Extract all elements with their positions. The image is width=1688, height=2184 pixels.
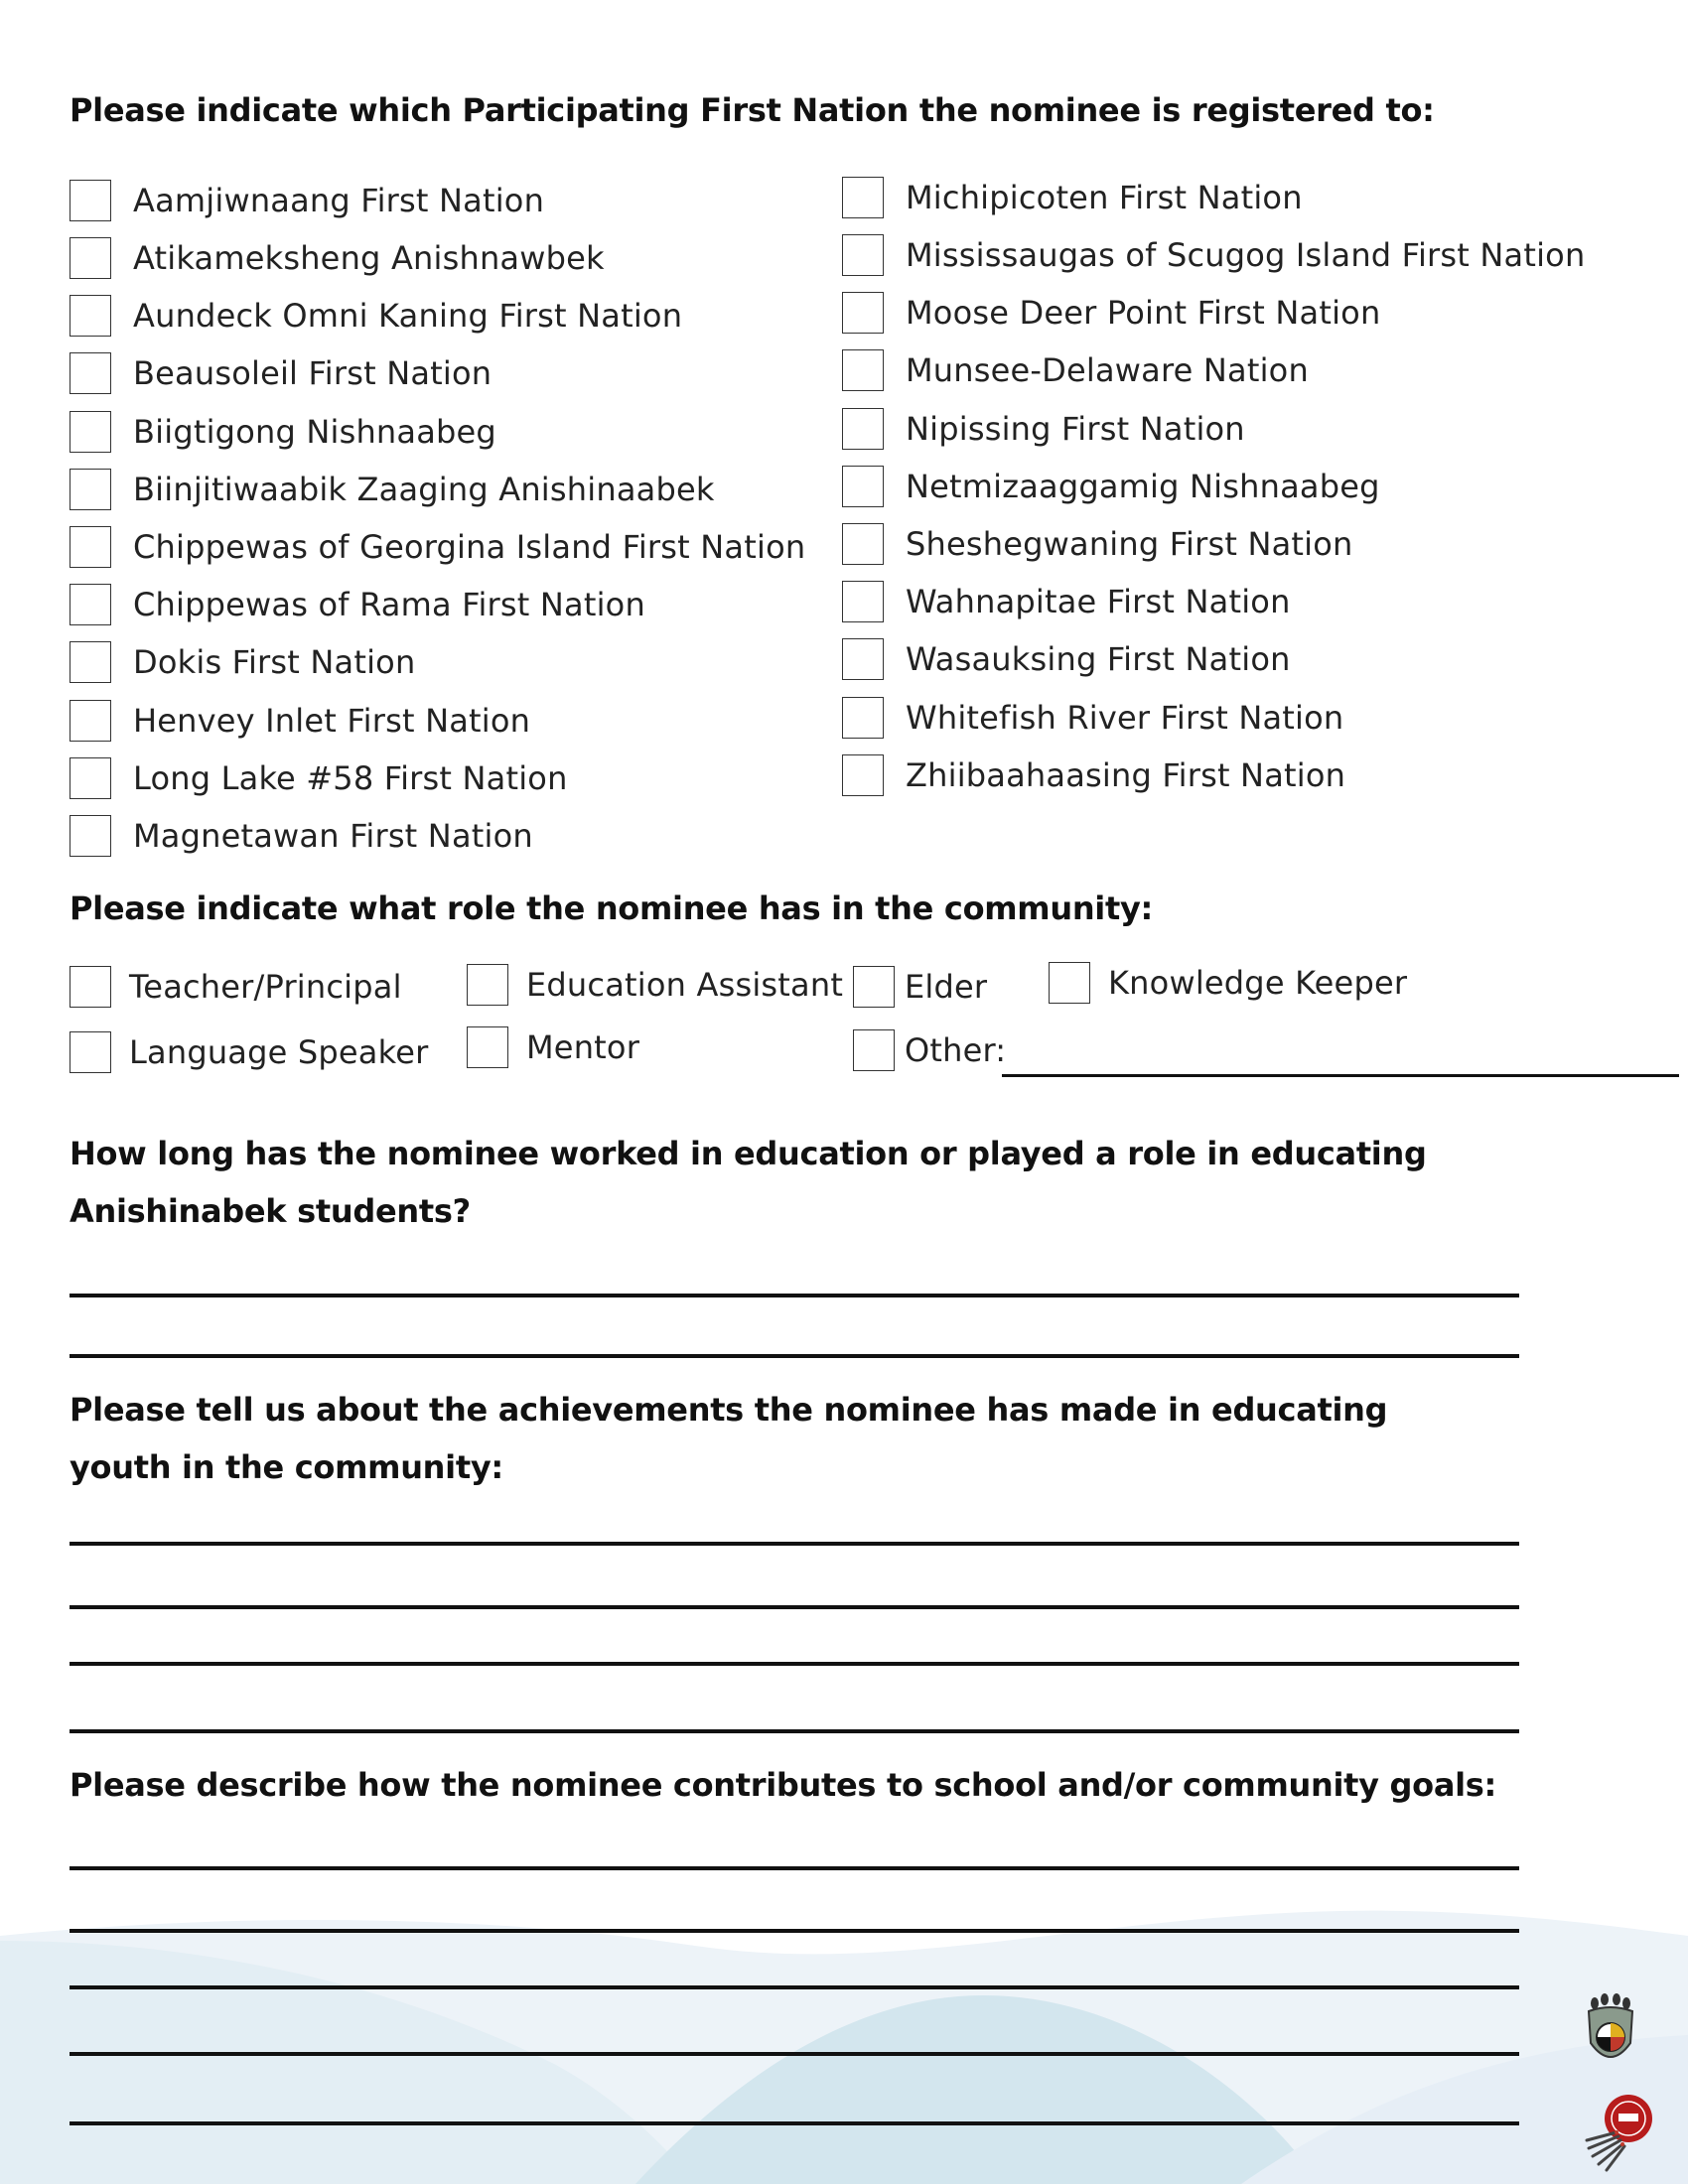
checkbox[interactable] (70, 757, 111, 799)
checkbox-option-language-speaker[interactable] (70, 1031, 428, 1073)
checkbox[interactable] (842, 638, 884, 680)
checkbox[interactable] (70, 411, 111, 453)
option-label: Other: (905, 1031, 1007, 1069)
checkbox[interactable] (842, 234, 884, 276)
checkbox[interactable] (70, 966, 111, 1008)
checkbox[interactable] (1049, 962, 1090, 1004)
checkbox[interactable] (70, 352, 111, 394)
checkbox-option-elder[interactable] (853, 966, 987, 1008)
option-label: Magnetawan First Nation (133, 817, 533, 855)
option-label: Whitefish River First Nation (906, 699, 1344, 737)
checkbox-option[interactable] (70, 641, 415, 683)
tenure-question-line1: How long has the nominee worked in education or played a role in educating (70, 1135, 1427, 1172)
answer-line[interactable] (70, 1354, 1519, 1358)
achievements-question-line1: Please tell us about the achievements the nominee has made in educating (70, 1391, 1388, 1429)
option-label: Netmizaaggamig Nishnaabeg (906, 468, 1380, 505)
checkbox-option[interactable] (70, 237, 605, 279)
checkbox[interactable] (70, 180, 111, 221)
checkbox-option-teacher[interactable] (70, 966, 402, 1008)
option-label: Nipissing First Nation (906, 410, 1245, 448)
option-label: Language Speaker (129, 1033, 429, 1071)
checkbox[interactable] (70, 584, 111, 625)
option-label: Henvey Inlet First Nation (133, 702, 531, 740)
tenure-question-line2: Anishinabek students? (70, 1192, 471, 1230)
checkbox-option[interactable] (70, 352, 492, 394)
checkbox[interactable] (842, 523, 884, 565)
option-label: Mississaugas of Scugog Island First Nation (906, 236, 1586, 274)
option-label: Elder (905, 968, 988, 1006)
goals-question: Please describe how the nominee contributes to school and/or community goals: (70, 1766, 1497, 1804)
checkbox-option[interactable] (70, 411, 496, 453)
checkbox[interactable] (842, 754, 884, 796)
checkbox[interactable] (70, 526, 111, 568)
checkbox-option[interactable] (842, 408, 1245, 450)
option-label: Long Lake #58 First Nation (133, 759, 568, 797)
answer-line[interactable] (70, 1662, 1519, 1666)
checkbox[interactable] (70, 815, 111, 857)
answer-line[interactable] (70, 1866, 1519, 1870)
checkbox-option[interactable] (842, 523, 1353, 565)
checkbox-option[interactable] (842, 349, 1309, 391)
option-label: Wasauksing First Nation (906, 640, 1291, 678)
checkbox-option-education-assistant[interactable] (467, 964, 843, 1006)
checkbox-option[interactable] (842, 697, 1343, 739)
option-label: Munsee-Delaware Nation (906, 351, 1309, 389)
checkbox-option[interactable] (70, 180, 544, 221)
option-label: Atikameksheng Anishnawbek (133, 239, 605, 277)
checkbox-option[interactable] (70, 295, 682, 337)
checkbox[interactable] (70, 1031, 111, 1073)
checkbox[interactable] (70, 469, 111, 510)
option-label: Dokis First Nation (133, 643, 416, 681)
checkbox[interactable] (467, 1026, 508, 1068)
option-label: Knowledge Keeper (1108, 964, 1408, 1002)
option-label: Moose Deer Point First Nation (906, 294, 1381, 332)
option-label: Sheshegwaning First Nation (906, 525, 1353, 563)
checkbox[interactable] (842, 349, 884, 391)
answer-line[interactable] (70, 2121, 1519, 2125)
answer-line[interactable] (70, 1294, 1519, 1297)
answer-line[interactable] (70, 1729, 1519, 1733)
option-label: Biinjitiwaabik Zaaging Anishinaabek (133, 471, 715, 508)
checkbox-option[interactable] (70, 584, 645, 625)
option-label: Wahnapitae First Nation (906, 583, 1291, 620)
answer-line[interactable] (70, 1605, 1519, 1609)
checkbox-option[interactable] (70, 469, 715, 510)
checkbox[interactable] (853, 966, 895, 1008)
option-label: Chippewas of Georgina Island First Nation (133, 528, 806, 566)
option-label: Aundeck Omni Kaning First Nation (133, 297, 683, 335)
answer-line[interactable] (70, 2052, 1519, 2056)
checkbox-option[interactable] (70, 700, 530, 742)
option-label: Biigtigong Nishnaabeg (133, 413, 496, 451)
answer-line[interactable] (70, 1985, 1519, 1989)
answer-line[interactable] (70, 1929, 1519, 1933)
option-label: Aamjiwnaang First Nation (133, 182, 545, 219)
other-text-line[interactable] (1002, 1074, 1679, 1077)
bear-paw-logo-icon (1583, 1993, 1638, 2073)
checkbox[interactable] (70, 295, 111, 337)
option-label: Zhiibaahaasing First Nation (906, 756, 1346, 794)
checkbox[interactable] (70, 237, 111, 279)
checkbox-option[interactable] (842, 754, 1345, 796)
role-question: Please indicate what role the nominee has in the community: (70, 889, 1154, 927)
checkbox[interactable] (842, 292, 884, 334)
answer-line[interactable] (70, 1542, 1519, 1546)
checkbox-option-mentor[interactable] (467, 1026, 639, 1068)
checkbox[interactable] (842, 581, 884, 622)
checkbox-option[interactable] (842, 466, 1380, 507)
checkbox[interactable] (842, 466, 884, 507)
nation-question: Please indicate which Participating First Nation the nominee is registered to: (70, 91, 1435, 129)
checkbox-option-other[interactable] (853, 1029, 1006, 1071)
checkbox[interactable] (70, 700, 111, 742)
option-label: Teacher/Principal (129, 968, 402, 1006)
checkbox-option[interactable] (842, 581, 1291, 622)
option-label: Chippewas of Rama First Nation (133, 586, 645, 623)
checkbox[interactable] (842, 177, 884, 218)
option-label: Michipicoten First Nation (906, 179, 1303, 216)
checkbox[interactable] (842, 408, 884, 450)
checkbox-option[interactable] (842, 292, 1380, 334)
checkbox-option[interactable] (70, 526, 805, 568)
checkbox-option[interactable] (842, 234, 1585, 276)
checkbox[interactable] (853, 1029, 895, 1071)
checkbox[interactable] (842, 697, 884, 739)
checkbox-option[interactable] (70, 815, 533, 857)
checkbox-option[interactable] (842, 177, 1303, 218)
anigc-seal-logo-icon (1583, 2089, 1656, 2174)
achievements-question-line2: youth in the community: (70, 1448, 503, 1486)
option-label: Mentor (526, 1028, 640, 1066)
checkbox-option[interactable] (842, 638, 1291, 680)
checkbox-option[interactable] (70, 757, 568, 799)
checkbox-option-knowledge-keeper[interactable] (1049, 962, 1407, 1004)
checkbox[interactable] (467, 964, 508, 1006)
option-label: Beausoleil First Nation (133, 354, 492, 392)
checkbox[interactable] (70, 641, 111, 683)
option-label: Education Assistant (526, 966, 844, 1004)
